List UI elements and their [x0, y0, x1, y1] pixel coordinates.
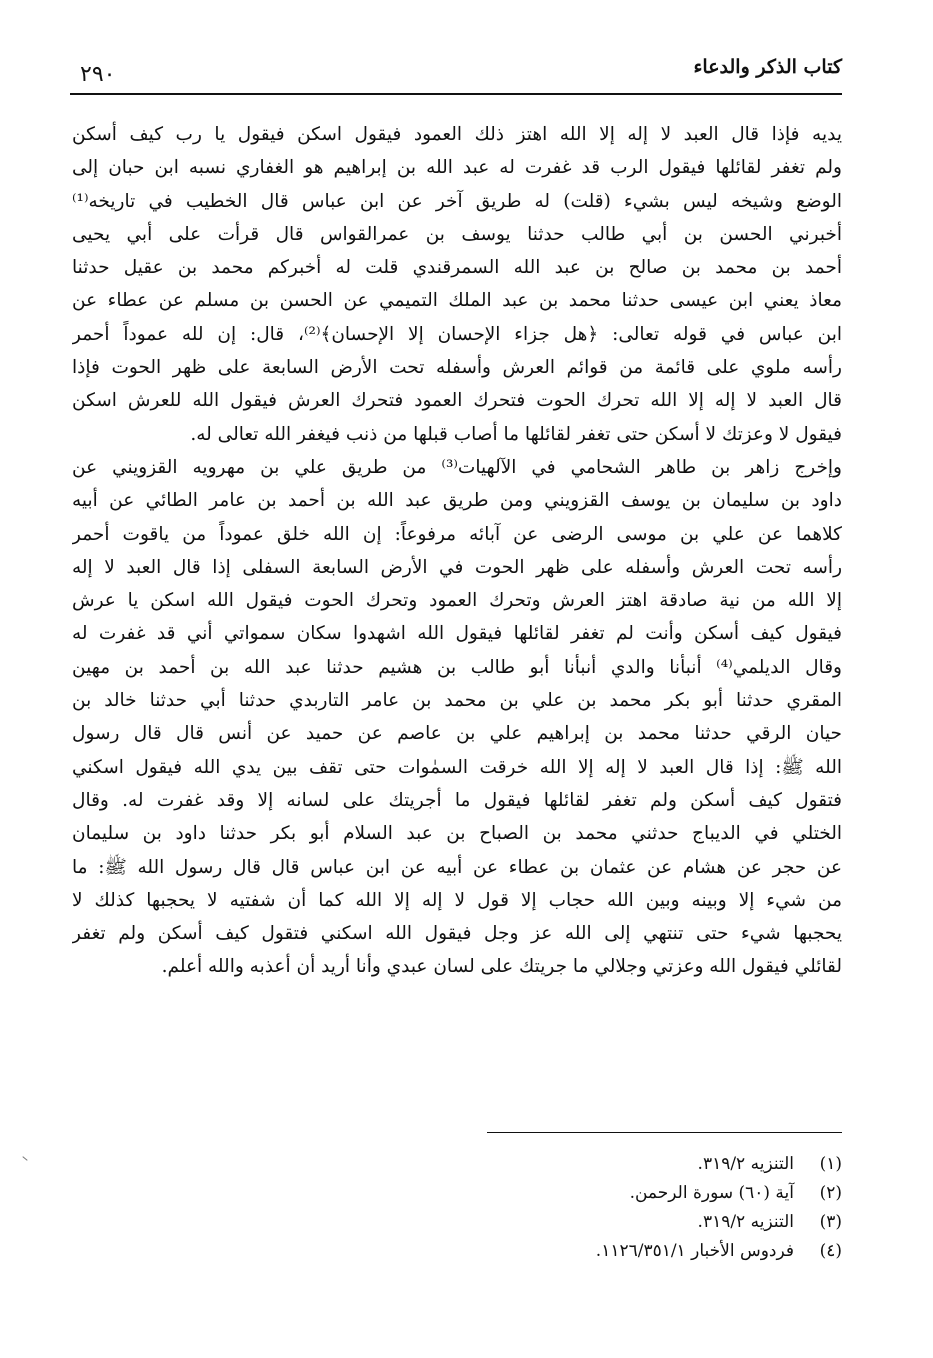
text-line: عن حجر عن هشام عن عثمان بن عطاء عن أبيه عن ابن عباس قال قال رسول الله ﷺ: ما: [72, 856, 842, 878]
text-line: أخبرني الحسن بن أبي طالب حدثنا يوسف بن عمرالقواس قال قرأت على أبي يحيى: [72, 223, 842, 245]
footnote-number: (٢): [819, 1183, 842, 1203]
text-line: ابن عباس في قوله تعالى: ﴿هل جزاء الإحسان إلا الإحسان﴾⁽²⁾، قال: إن لله عموداً أحمر: [72, 323, 842, 345]
text-line: يديه فإذا قال العبد لا إله إلا الله اهتز ذلك العمود فيقول اسكن فيقول يا رب كيف أسكن: [72, 124, 842, 145]
footnote: [342, 1150, 842, 1179]
footnote-text: فردوس الأخبار ١١٢٦/٣٥١/١.: [595, 1241, 794, 1261]
footnotes: [342, 1150, 842, 1266]
text-line: أحمد بن محمد بن صالح بن عبد الله السمرقندي قلت له أخبركم محمد بن عقيل حدثنا: [72, 257, 842, 279]
text-line: فتقول كيف أسكن ولم تغفر لقائلها فيقول ما أجريتك على لسانه إلا وقد غفرت له. وقال: [72, 789, 842, 811]
text-line: إلا الله من نية صادقة اهتز العرش وتحرك العمود وتحرك الحوت فيقول الله اسكن يا عرش: [72, 590, 842, 612]
footnote: [342, 1237, 842, 1266]
text-line: الختلي في الديباج حدثني محمد بن الصباح بن عبد السلام أبو بكر حدثنا داود بن سليمان: [72, 823, 842, 845]
text-line: قال العبد لا إله إلا الله تحرك الحوت فتحرك العمود فتحرك العرش فيقول الله للعرش اسكن: [72, 390, 842, 412]
text-line: وإخرج زاهر بن طاهر الشحامي في الآلهيات⁽³⁾ من طريق علي بن مهرويه القزويني عن: [72, 456, 842, 478]
main-text: [72, 118, 842, 984]
header-rule: [70, 93, 842, 95]
text-line: حيان الرقي حدثنا محمد بن إبراهيم علي بن عاصم عن حميد عن أنس قال قال رسول: [72, 723, 842, 745]
chapter-title: كتاب الذكر والدعاء: [693, 56, 842, 78]
footnote-rule: [487, 1132, 842, 1133]
footnote-number: (٤): [819, 1241, 842, 1261]
text-line: معاذ يعني ابن عيسى حدثنا محمد بن عبد الملك التميمي عن الحسن بن مسلم عن عطاء عن: [72, 290, 842, 312]
text-line: رأسه ملوي على قائمة من قوائم العرش وأسفله تحت الأرض السابعة على ظهر الحوت فإذا: [72, 357, 842, 379]
footnote-text: التنزيه ٣١٩/٢.: [697, 1154, 794, 1174]
text-line: داود بن سليمان بن يوسف القزويني ومن طريق عبد الله بن أحمد بن عامر الطائي عن أبيه: [72, 490, 842, 512]
text-line: ولم تغفر لقائلها فيقول الرب قد غفرت له عبد الله بن إبراهيم هو الغفاري نسبه ابن حبان إلى: [72, 157, 842, 179]
footnote-text: التنزيه ٣١٩/٢.: [697, 1212, 794, 1232]
text-line: من شيء إلا وبينه وبين الله حجاب إلا قول لا إله إلا الله كما أن شفتيه لا يحجبها كذلك لا: [72, 889, 842, 911]
footnote-number: (١): [819, 1154, 842, 1174]
text-line: فيقول كيف أسكن وأنت لم تغفر لقائلها فيقول الله اشهدوا سكان سمواتي أني قد غفرت له: [72, 623, 842, 645]
footnote-text: آية (٦٠) سورة الرحمن.: [629, 1183, 794, 1203]
text-line: وقال الديلمي⁽⁴⁾ أنبأنا والدي أنبأنا أبو طالب بن هشيم حدثنا عبد الله بن أحمد بن مهين: [72, 656, 842, 678]
text-line: كلاهما عن علي بن موسى الرضى عن آبائه مرفوعاً: إن الله خلق عموداً من ياقوت أحمر: [72, 523, 842, 545]
text-line: الله ﷺ: إذا قال العبد لا إله إلا الله خرقت السمٰوات حتى تقف بين يدي الله فيقول اسكني: [72, 756, 842, 778]
text-line: الوضع وشيخه ليس بشيء (قلت) له طريق آخر عن ابن عباس قال الخطيب في تاريخه⁽¹⁾: [72, 190, 842, 212]
text-line: المقري حدثنا أبو بكر محمد بن علي بن محمد بن عامر التاربدي حدثنا أبي حدثنا خالد بن: [72, 690, 842, 712]
running-header: [70, 50, 842, 96]
text-line: يحجبها شيء حتى تنتهي إلى الله عز وجل فيقول الله اسكني فتقول كيف أسكن ولم تغفر: [72, 923, 842, 945]
text-line: لقائلي فيقول الله وعزتي وجلالي ما جريتك على لسان عبدي وأنا أريد أن أعذبه والله أعلم.: [161, 956, 842, 978]
page-number: ٢٩٠: [80, 62, 116, 87]
text-line: رأسه تحت العرش وأسفله على ظهر الحوت في الأرض السابعة السفلى إذا قال العبد لا إله: [72, 556, 842, 578]
footnote: [342, 1179, 842, 1208]
footnote: [342, 1208, 842, 1237]
scan-speck: [22, 1156, 27, 1161]
footnote-number: (٣): [819, 1212, 842, 1232]
text-line: فيقول لا وعزتك لا أسكن حتى تغفر لقائلها ما أصاب قبلها من ذنب فيغفر الله تعالى له.: [190, 423, 842, 445]
